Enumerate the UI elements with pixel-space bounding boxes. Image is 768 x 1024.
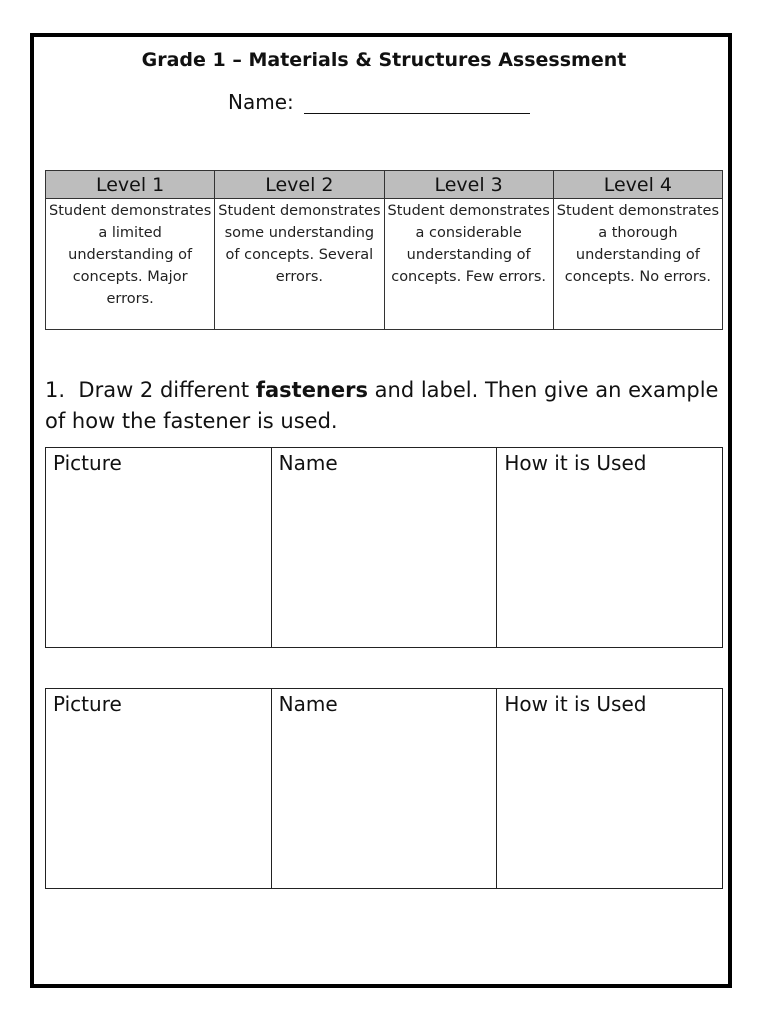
name-field-row xyxy=(228,90,530,114)
question-number: 1. xyxy=(45,378,66,402)
how-used-cell[interactable]: How it is Used xyxy=(497,448,723,648)
name-cell[interactable]: Name xyxy=(271,448,497,648)
question-emphasis: fasteners xyxy=(255,378,368,402)
question-text-after: and label. Then give an example of how the fastener is used. xyxy=(45,378,719,433)
name-blank-line[interactable] xyxy=(304,91,530,114)
rubric-header-level-2: Level 2 xyxy=(215,171,384,199)
rubric-description-level-1: Student demonstrates a limited understanding of concepts. Major errors. xyxy=(46,199,215,330)
rubric-header-level-4: Level 4 xyxy=(553,171,722,199)
rubric-header-level-1: Level 1 xyxy=(46,171,215,199)
name-label: Name: xyxy=(228,90,294,114)
picture-cell[interactable]: Picture xyxy=(46,448,272,648)
rubric-header-level-3: Level 3 xyxy=(384,171,553,199)
question-1 xyxy=(45,375,725,437)
question-text-before: Draw 2 different xyxy=(78,378,256,402)
rubric-table xyxy=(45,170,723,330)
rubric-description-level-3: Student demonstrates a considerable understanding of concepts. Few errors. xyxy=(384,199,553,330)
answer-table-2 xyxy=(45,688,723,889)
how-used-cell[interactable]: How it is Used xyxy=(497,689,723,889)
answer-table-1 xyxy=(45,447,723,648)
name-cell[interactable]: Name xyxy=(271,689,497,889)
page-title: Grade 1 – Materials & Structures Assessment xyxy=(141,49,627,71)
rubric-description-level-4: Student demonstrates a thorough understanding of concepts. No errors. xyxy=(553,199,722,330)
rubric-description-level-2: Student demonstrates some understanding of concepts. Several errors. xyxy=(215,199,384,330)
picture-cell[interactable]: Picture xyxy=(46,689,272,889)
